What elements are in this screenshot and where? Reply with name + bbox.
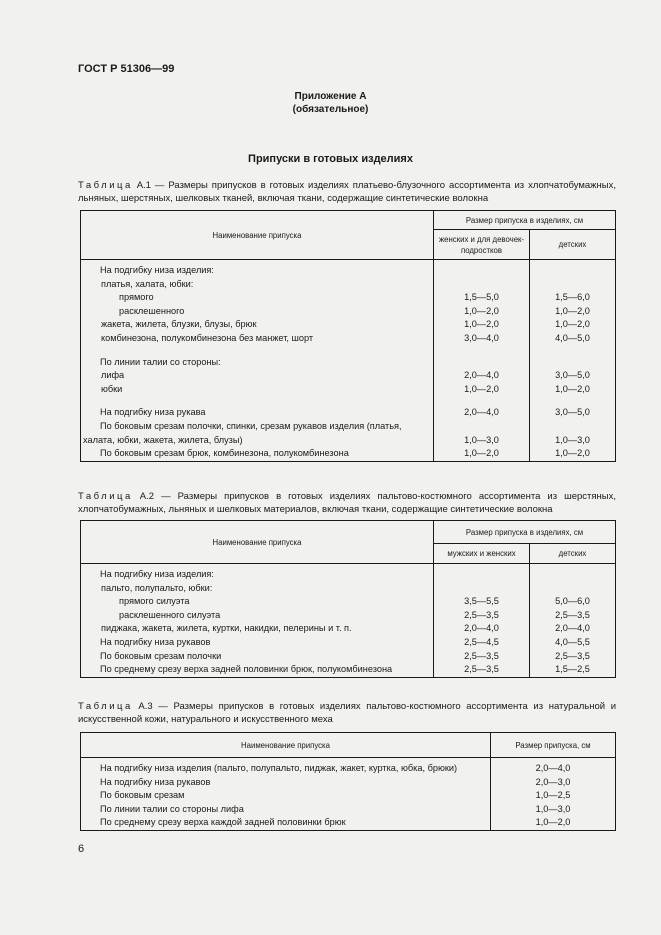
table2-caption [78,490,616,516]
row-value [434,420,530,434]
table2-sub-men-women: мужских и женских [434,544,530,564]
row-name: расклешенного [119,305,185,316]
row-value: 3,5—5,5 [434,595,530,609]
row-value [530,564,616,582]
table-row [81,650,616,664]
row-name: На подгибку низа рукава [100,407,206,418]
table-row [81,305,616,319]
row-name: платья, халата, юбки: [101,278,194,289]
row-value: 1,0—3,0 [491,803,616,817]
row-name: На подгибку низа изделия: [100,265,214,275]
table-row [81,406,616,420]
row-value: 1,0—2,0 [530,383,616,397]
row-name: жакета, жилета, блузки, блузы, брюк [101,319,257,330]
row-name: расклешенного силуэта [119,609,221,620]
row-value [434,564,530,582]
row-value: 1,0—2,0 [434,318,530,332]
table-row [81,636,616,650]
page-number: 6 [78,843,85,855]
row-value [530,278,616,292]
row-value: 1,5—6,0 [530,291,616,305]
row-name: лифа [101,370,125,381]
table-row [81,816,616,830]
table1-caption [78,179,616,205]
table-row [81,291,616,305]
row-value: 1,0—3,0 [530,434,616,448]
table1-body [81,260,616,462]
appendix-title: Приложение А [294,91,367,102]
table2-sub-children: детских [530,544,616,564]
table-row [81,318,616,332]
row-value: 1,0—2,0 [530,447,616,461]
row-name: По боковым срезам [100,790,185,801]
row-value: 1,0—2,5 [491,789,616,803]
table2-col-name: Наименование припуска [81,521,434,564]
table2-body [81,564,616,678]
row-value [434,356,530,370]
table1-caption-label: Таблица [78,180,133,191]
table2-caption-label: Таблица [78,491,133,502]
row-name: прямого силуэта [119,596,190,607]
table3-col-name: Наименование припуска [81,733,491,758]
row-value: 1,0—2,0 [434,447,530,461]
row-name: По боковым срезам брюк, комбинезона, полукомбинезона [81,447,434,461]
table-row [81,758,616,776]
table2-col-group: Размер припуска в изделиях, см [434,521,616,544]
table-row [81,776,616,790]
table-row [81,564,616,582]
row-name: По боковым срезам полочки [100,650,222,661]
row-value: 4,0—5,0 [530,332,616,346]
row-name: На подгибку низа изделия: [100,569,214,579]
table-row [81,595,616,609]
row-value: 2,5—3,5 [530,609,616,623]
section-title: Припуски в готовых изделиях [248,153,413,165]
row-value [530,356,616,370]
row-value: 2,0—4,0 [491,758,616,776]
table-row-spacer [81,396,616,406]
row-value: 3,0—5,0 [530,369,616,383]
table3-caption-label: Таблица [78,701,133,712]
row-name: прямого [119,292,154,303]
row-value: 2,0—3,0 [491,776,616,790]
row-value: 2,5—3,5 [434,663,530,677]
table-row [81,420,616,434]
row-name: На подгибку низа рукавов [100,636,211,647]
row-value: 1,0—2,0 [530,318,616,332]
table1 [80,210,616,462]
row-value: 5,0—6,0 [530,595,616,609]
row-name: комбинезона, полукомбинезона без манжет, шорт [101,332,314,343]
table3 [80,732,616,831]
table2 [80,520,616,678]
table-row [81,369,616,383]
table-row [81,447,616,461]
row-value: 2,5—3,5 [434,650,530,664]
row-value: 2,5—3,5 [434,609,530,623]
row-name: По линии талии со стороны лифа [100,803,244,814]
row-name: По среднему срезу верха задней половинки брюк, полукомбинезона [81,663,434,677]
row-name: По боковым срезам полочки, спинки, срезам рукавов изделия (платья, [100,420,402,431]
table-row [81,622,616,636]
table-row [81,332,616,346]
table-row [81,609,616,623]
row-name: По среднему срезу верха каждой задней половинки брюк [81,816,491,830]
table-row-spacer [81,346,616,356]
row-value: 2,0—4,0 [434,622,530,636]
row-value [434,278,530,292]
table3-caption-text: А.3 — Размеры припусков в готовых изделиях пальтово-костюмного ассортимента из натуральной и искусственной кожи, натурального и искусственного меха [78,701,616,725]
table3-body [81,758,616,831]
row-name: юбки [101,383,123,394]
table-row [81,383,616,397]
table-row [81,260,616,278]
row-value: 1,0—2,0 [434,383,530,397]
row-value [434,260,530,278]
row-value: 2,5—3,5 [530,650,616,664]
table1-col-group: Размер припуска в изделиях, см [434,211,616,230]
table1-col-name: Наименование припуска [81,211,434,260]
table1-caption-text: А.1 — Размеры припусков в готовых изделиях платьево-блузочного ассортимента из хлопчатобумажных, льняных, шерстяных, шелковых тканей, включая ткани, содержащие синтетические волокна [78,180,616,204]
appendix-status: (обязательное) [292,104,369,115]
row-name: пальто, полупальто, юбки: [101,582,213,593]
row-value: 1,0—2,0 [434,305,530,319]
row-name: халата, юбки, жакета, жилета, блузы) [83,434,243,445]
row-value: 1,5—5,0 [434,291,530,305]
row-value: 1,0—3,0 [434,434,530,448]
row-name: По линии талии со стороны: [100,356,221,367]
table-row [81,789,616,803]
row-value [530,582,616,596]
table-row [81,803,616,817]
table1-sub-women: женских и для девочек-подростков [434,230,530,260]
table-row [81,582,616,596]
row-value: 3,0—4,0 [434,332,530,346]
row-value: 1,0—2,0 [491,816,616,830]
table-row [81,434,616,448]
row-value: 2,0—4,0 [530,622,616,636]
row-value: 3,0—5,0 [530,406,616,420]
document-id: ГОСТ Р 51306—99 [78,63,175,75]
table-row [81,663,616,677]
row-name: На подгибку низа рукавов [100,776,211,787]
row-value: 2,0—4,0 [434,406,530,420]
row-name: На подгибку низа изделия (пальто, полупальто, пиджак, жакет, куртка, юбка, брюки) [100,763,458,773]
row-value [530,420,616,434]
row-value: 2,0—4,0 [434,369,530,383]
table2-caption-text: А.2 — Размеры припусков в готовых изделиях пальтово-костюмного ассортимента из шерстяных, хлопчатобумажных, льняных и шелковых материалов, включая ткани, содержащие синтетические волокна [78,491,616,515]
table1-sub-children: детских [530,230,616,260]
row-name: пиджака, жакета, жилета, куртки, накидки, пелерины и т. п. [101,623,352,634]
row-value: 1,0—2,0 [530,305,616,319]
table-row [81,278,616,292]
table-row [81,356,616,370]
table3-col-size: Размер припуска, см [491,733,616,758]
row-value [530,260,616,278]
row-value [434,582,530,596]
row-value: 2,5—4,5 [434,636,530,650]
row-value: 4,0—5,5 [530,636,616,650]
table3-caption [78,700,616,726]
row-value: 1,5—2,5 [530,663,616,677]
